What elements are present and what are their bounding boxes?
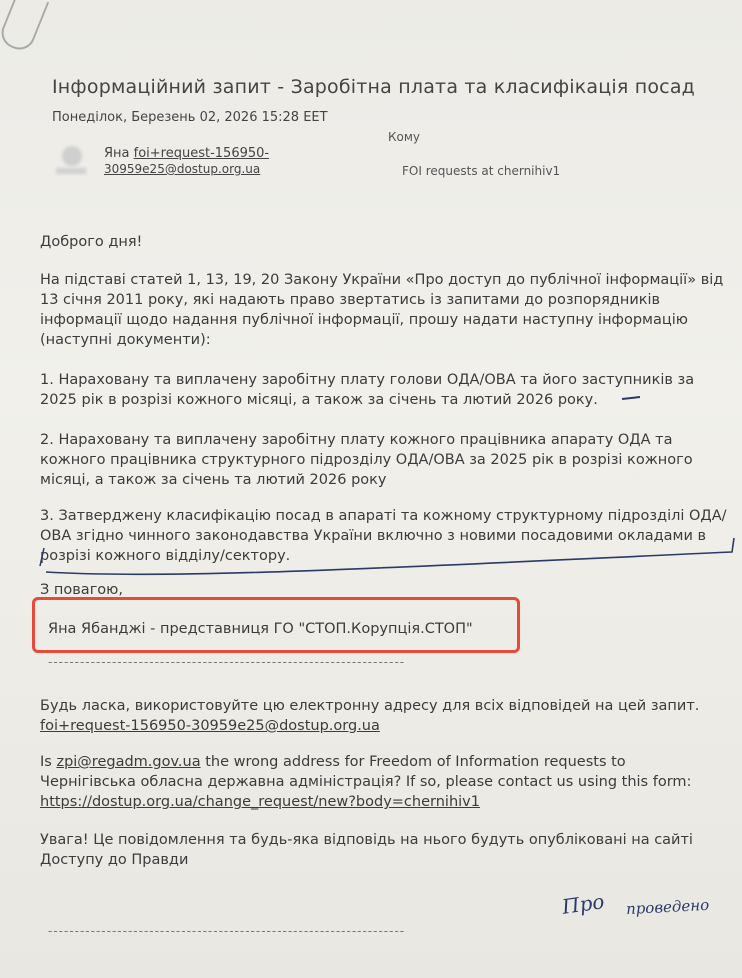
pen-left-tick — [40, 548, 44, 566]
item-line: 2025 рік в розрізі кожного місяці, а також за січень та лютий 2026 року. — [40, 392, 598, 408]
reply-email-link[interactable]: foi+request-156950-30959e25@dostup.org.ua — [40, 718, 380, 734]
email-subject: Інформаційний запит - Заробітна плата та класифікація посад — [52, 76, 696, 98]
email-datetime: Понеділок, Березень 02, 2026 15:28 EET — [52, 110, 328, 125]
pen-underline-mark — [622, 397, 640, 399]
pen-bracket-line — [46, 538, 734, 574]
item-line: 3. Затверджену класифікацію посад в апараті та кожному структурному підрозділі ОДА/ — [40, 508, 727, 524]
signature: Яна Ябанджі - представниця ГО "СТОП.Корупція.СТОП" — [48, 621, 473, 637]
item-line: розрізі кожного відділу/сектору. — [40, 548, 291, 564]
intro-line: (наступні документи): — [40, 332, 211, 348]
sender-email-part2: 30959e25@dostup.org.ua — [104, 162, 261, 176]
sender-email-part1: foi+request-156950- — [133, 146, 270, 161]
item-line: місяці, а також за січень та лютий 2026 року — [40, 472, 387, 488]
divider-dashes-bottom: ------------------------------------------------------------------- — [48, 924, 406, 938]
to-label: Кому — [388, 130, 421, 144]
intro-line: інформації щодо надання публічної інформації, прошу надати наступну інформацію — [40, 312, 688, 328]
item-line: кожного працівника структурного підрозділу ОДА/ОВА за 2025 рік в розрізі кожного — [40, 452, 693, 468]
recipient: FOI requests at chernihiv1 — [402, 164, 561, 178]
item-line: 2. Нараховану та виплачену заробітну плату кожного працівника апарату ОДА та — [40, 432, 673, 448]
sender-name: Яна — [104, 146, 130, 161]
wrong-address-prefix: Is — [40, 754, 57, 770]
handwritten-note-2: проведено — [625, 895, 710, 919]
wrong-address-rest: the wrong address for Freedom of Information requests to — [200, 754, 626, 770]
item-line: 1. Нараховану та виплачену заробітну плату голови ОДА/ОВА та його заступників за — [40, 372, 695, 388]
regards: З повагою, — [40, 582, 123, 598]
divider-dashes: ------------------------------------------------------------------- — [48, 655, 406, 669]
wrong-address-email-link[interactable]: zpi@regadm.gov.ua — [56, 754, 201, 770]
item-line: ОВА згідно чинного законодавства України включно з новими посадовими окладами в — [40, 528, 707, 544]
wrong-address-line2: Чернігівська обласна державна адміністрація? If so, please contact us using this form: — [40, 774, 692, 790]
greeting: Доброго дня! — [40, 234, 143, 250]
warning-line: Увага! Це повідомлення та будь-яка відповідь на нього будуть опубліковані на сайті — [40, 832, 693, 848]
change-request-link[interactable]: https://dostup.org.ua/change_request/new?body=chernihiv1 — [40, 794, 480, 810]
intro-line: На підставі статей 1, 13, 19, 20 Закону України «Про доступ до публічної інформації» від — [40, 272, 724, 288]
reply-note: Будь ласка, використовуйте цю електронну адресу для всіх відповідей на цей запит. — [40, 698, 700, 714]
warning-line: Доступу до Правди — [40, 852, 189, 868]
intro-line: 13 січня 2011 року, які надають право звертатись із запитами до розпорядників — [40, 292, 661, 308]
handwritten-note-1: Про — [560, 889, 606, 919]
